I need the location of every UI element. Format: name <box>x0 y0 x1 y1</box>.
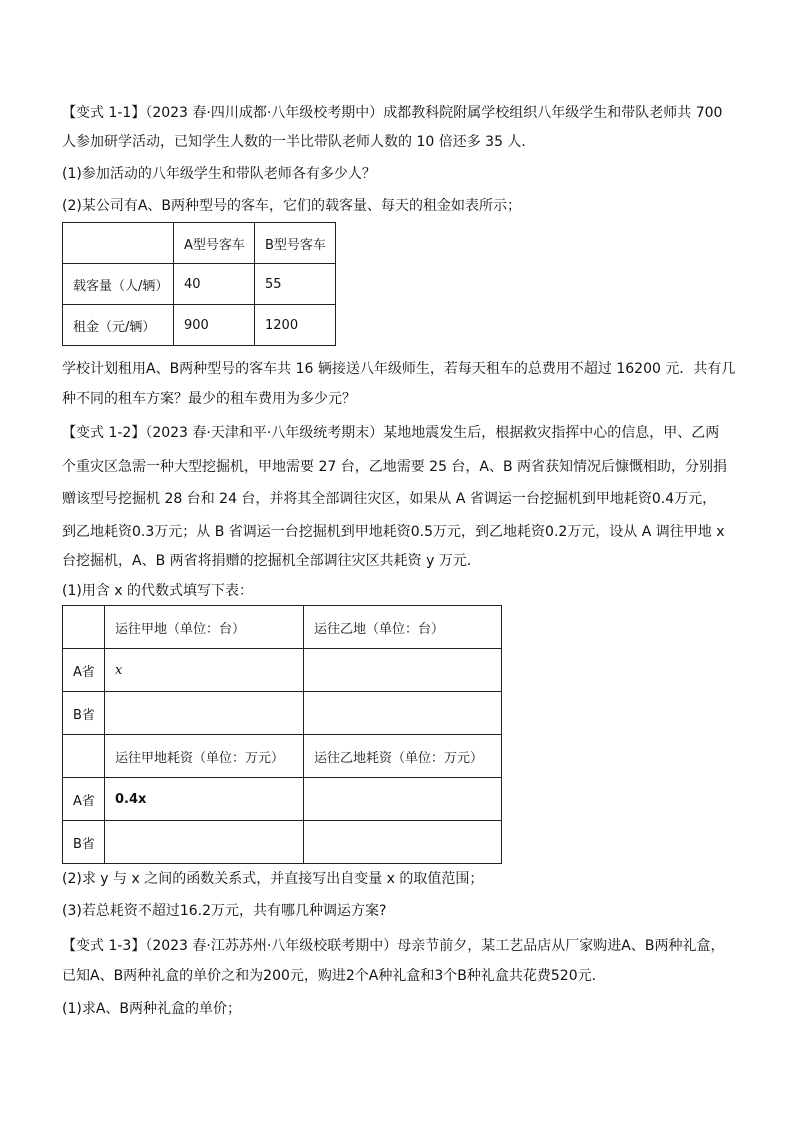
excavator-table <box>62 605 502 864</box>
table-row-label: 载客量（人/辆） <box>63 264 174 305</box>
table-cell <box>105 692 304 735</box>
table-header-cell: B型号客车 <box>255 223 336 264</box>
table-cell <box>63 606 105 649</box>
problem-1-2-line-1: 【变式 1-2】（2023 春·天津和平·八年级统考期末）某地地震发生后，根据救灾指挥中心的信息，甲、乙两 <box>62 425 720 441</box>
table-cell: 0.4x <box>105 778 304 821</box>
question-2-text: (2)某公司有A、B两种型号的客车，它们的载客量、每天的租金如表所示； <box>62 198 522 214</box>
problem-1-1-line-2: 人参加研学活动，已知学生人数的一半比带队老师人数的 10 倍还多 35 人． <box>62 134 536 150</box>
problem-1-1-line-4: 种不同的租车方案？最少的租车费用为多少元？ <box>62 391 356 407</box>
table-header-cell: 运往乙地耗资（单位：万元） <box>304 735 502 778</box>
table-cell <box>63 223 174 264</box>
table-header-cell: A型号客车 <box>174 223 255 264</box>
question-1-text: (1)用含 x 的代数式填写下表： <box>62 583 254 599</box>
problem-1-1-line-3: 学校计划租用A、B两种型号的客车共 16 辆接送八年级师生，若每天租车的总费用不超过 16200 元．共有几 <box>62 361 736 377</box>
table-row-label: B省 <box>63 692 105 735</box>
problem-1-2-line-2: 个重灾区急需一种大型挖掘机，甲地需要 27 台，乙地需要 25 台，A、B 两省获知情况后慷慨相助，分别捐 <box>62 459 728 475</box>
problem-1-3-line-2: 已知A、B两种礼盒的单价之和为200元，购进2个A种礼盒和3个B种礼盒共花费520元． <box>62 968 606 984</box>
bus-table <box>62 222 336 346</box>
question-1-text: (1)求A、B两种礼盒的单价； <box>62 1001 242 1017</box>
table-cell <box>304 778 502 821</box>
table-cell <box>304 692 502 735</box>
table-cell <box>304 649 502 692</box>
table-row <box>63 264 336 305</box>
table-cell: 900 <box>174 305 255 346</box>
table-row-label: A省 <box>63 649 105 692</box>
table-row <box>63 649 502 692</box>
table-header-row <box>63 223 336 264</box>
problem-1-3-line-1: 【变式 1-3】（2023 春·江苏苏州·八年级校联考期中）母亲节前夕，某工艺品店从厂家购进A、B两种礼盒， <box>62 938 725 954</box>
table-header-row <box>63 735 502 778</box>
table-cell: 1200 <box>255 305 336 346</box>
problem-1-1-line-1: 【变式 1-1】（2023 春·四川成都·八年级校考期中）成都教科院附属学校组织八年级学生和带队老师共 700 <box>62 105 723 121</box>
table-row <box>63 305 336 346</box>
table-header-cell: 运往甲地耗资（单位：万元） <box>105 735 304 778</box>
table-cell: x <box>105 649 304 692</box>
table-header-cell: 运往甲地（单位：台） <box>105 606 304 649</box>
table-row-label: B省 <box>63 821 105 864</box>
question-2-text: (2)求 y 与 x 之间的函数关系式，并直接写出自变量 x 的取值范围； <box>62 871 484 887</box>
problem-1-2-line-5: 台挖掘机，A、B 两省将捐赠的挖掘机全部调往灾区共耗资 y 万元． <box>62 553 481 569</box>
problem-1-2-line-3: 赠该型号挖掘机 28 台和 24 台，并将其全部调往灾区，如果从 A 省调运一台挖掘机到甲地耗资0.4万元， <box>62 491 717 507</box>
problem-1-2-line-4: 到乙地耗资0.3万元；从 B 省调运一台挖掘机到甲地耗资0.5万元，到乙地耗资0.2万元，设从 A 调往甲地 x <box>62 524 725 540</box>
table-row <box>63 692 502 735</box>
table-header-cell: 运往乙地（单位：台） <box>304 606 502 649</box>
table-row <box>63 821 502 864</box>
table-row-label: 租金（元/辆） <box>63 305 174 346</box>
question-3-text: (3)若总耗资不超过16.2万元，共有哪几种调运方案? <box>62 903 387 919</box>
table-header-row <box>63 606 502 649</box>
table-cell: 40 <box>174 264 255 305</box>
question-1-text: (1)参加活动的八年级学生和带队老师各有多少人？ <box>62 166 376 182</box>
table-cell: 55 <box>255 264 336 305</box>
table-row-label: A省 <box>63 778 105 821</box>
table-row <box>63 778 502 821</box>
table-cell <box>105 821 304 864</box>
table-cell <box>63 735 105 778</box>
table-cell <box>304 821 502 864</box>
